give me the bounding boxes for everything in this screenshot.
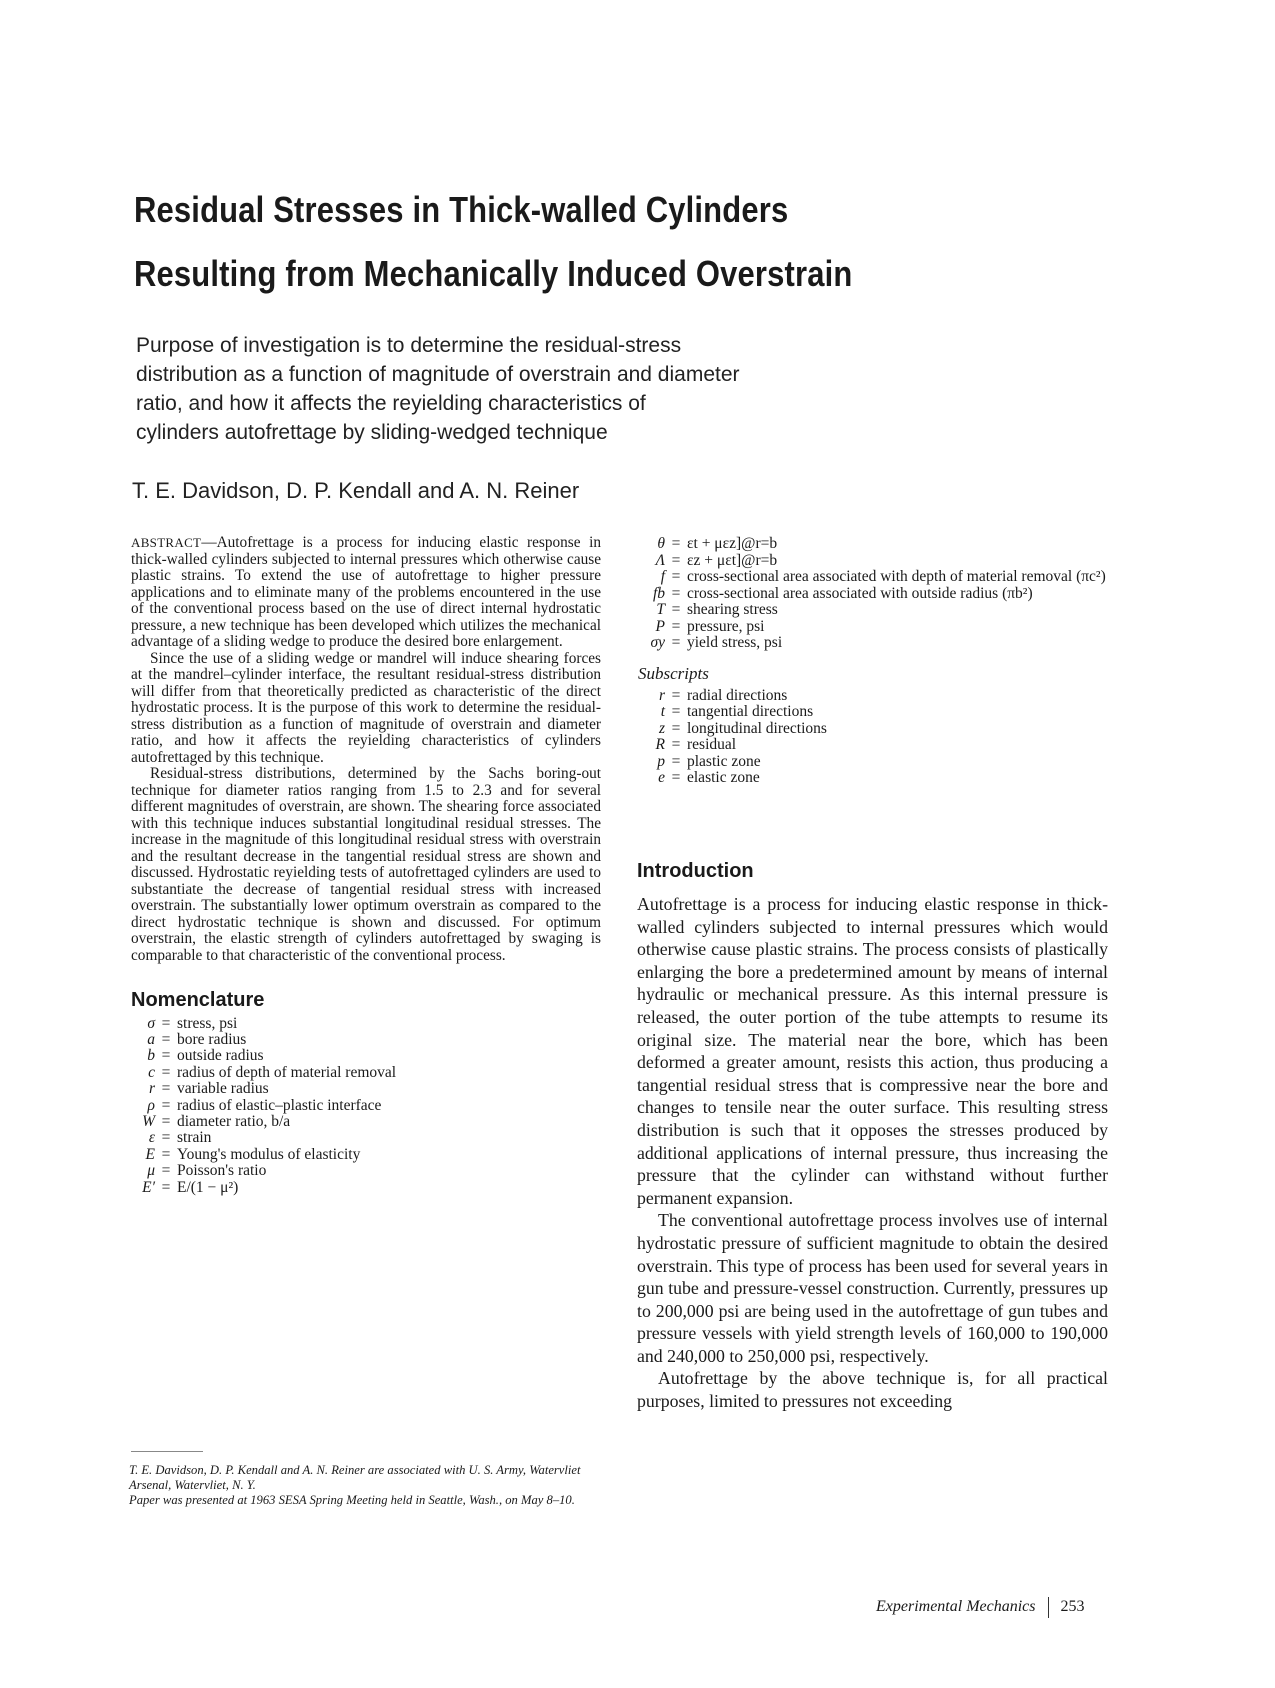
nomenclature-symbol: fb	[652, 584, 665, 602]
equals-sign: =	[671, 584, 681, 602]
equals-sign: =	[671, 769, 681, 786]
nomenclature-definition: Young's modulus of elasticity	[177, 1145, 361, 1163]
nomenclature-item	[637, 602, 1117, 619]
nomenclature-item	[131, 1081, 601, 1097]
nomenclature-definition: tangential directions	[687, 703, 814, 720]
abstract-dash: —	[201, 534, 217, 551]
nomenclature-item	[131, 1065, 601, 1081]
nomenclature-symbol: σ	[147, 1014, 155, 1032]
equals-sign: =	[161, 1030, 171, 1048]
nomenclature-definition: Poisson's ratio	[177, 1162, 267, 1180]
nomenclature-item	[131, 1048, 601, 1064]
nomenclature-definition: elastic zone	[687, 769, 760, 786]
nomenclature-symbol: z	[658, 719, 665, 737]
nomenclature-item	[637, 569, 1117, 586]
equals-sign: =	[671, 535, 681, 552]
footnote-divider	[131, 1451, 203, 1452]
nomenclature-definition: yield stress, psi	[687, 634, 783, 651]
nomenclature-symbol: Λ	[655, 551, 665, 569]
nomenclature-definition: residual	[687, 736, 737, 753]
subscripts-list	[637, 688, 1117, 787]
journal-name: Experimental Mechanics	[876, 1598, 1036, 1616]
abstract-paragraph-3: Residual-stress distributions, determined by the Sachs boring-out technique for diameter ratios ranging from 1.5 to 2.3 and for several different magnitudes of overstrain, are shown. The shearing force associated with this technique induces substantial longitudinal residual stresses. The increase in the magnitude of this longitudinal residual stress with overstrain and the resultant decrease in the tangential residual stress are shown and discussed. Hydrostatic reyielding tests of autofrettaged cylinders are used to substantiate the decrease of tangential residual stress with increased overstrain. The substantially lower optimum overstrain as compared to the direct hydrostatic technique is shown and discussed. For optimum overstrain, the elastic strength of cylinders autofrettaged by swaging is comparable to that characteristic of the conventional process.	[131, 765, 601, 964]
nomenclature-definition: longitudinal directions	[687, 719, 827, 737]
equals-sign: =	[161, 1129, 171, 1147]
nomenclature-item	[131, 1016, 601, 1032]
equals-sign: =	[671, 703, 681, 720]
nomenclature-definition: cross-sectional area associated with outside radius (πb²)	[687, 584, 1033, 602]
nomenclature-item	[637, 586, 1117, 603]
equals-sign: =	[161, 1145, 171, 1163]
equals-sign: =	[671, 617, 681, 635]
equals-sign: =	[161, 1096, 171, 1114]
nomenclature-item	[637, 754, 1117, 771]
article-title	[134, 178, 994, 306]
equals-sign: =	[671, 686, 681, 704]
nomenclature-item	[637, 737, 1117, 754]
nomenclature-item	[131, 1130, 601, 1146]
footer-divider	[1048, 1597, 1049, 1618]
equals-sign: =	[161, 1178, 171, 1196]
subscripts-heading: Subscripts	[638, 663, 709, 683]
nomenclature-definition: E/(1 − μ²)	[177, 1178, 239, 1196]
abstract-text-1: Autofrettage is a process for inducing elastic response in thick-walled cylinders subjected to internal pressures which otherwise cause plastic strains. To extend the use of autofrettage to higher pressure applications and to eliminate many of the problems encountered in the use of the conventional process based on the use of direct internal hydrostatic pressure, a new technique has been developed which utilizes the mechanical advantage of a sliding wedge to produce the desired bore enlargement.	[131, 534, 601, 650]
author-line: T. E. Davidson, D. P. Kendall and A. N. Reiner	[132, 478, 580, 503]
equals-sign: =	[161, 1014, 171, 1032]
deck-line-3: ratio, and how it affects the reyielding characteristics of	[136, 392, 646, 415]
abstract-paragraph-2: Since the use of a sliding wedge or mandrel will induce shearing forces at the mandrel–cylinder interface, the resultant residual-stress distribution will differ from that theoretically predicted as characteristic of the direct hydrostatic process. It is the purpose of this work to determine the residual-stress distribution as a function of magnitude of overstrain and diameter ratio, and how it affects the reyielding characteristics of cylinders autofrettaged by this technique.	[131, 649, 601, 766]
left-column	[131, 535, 601, 1196]
nomenclature-heading: Nomenclature	[131, 989, 265, 1011]
nomenclature-definition: εz + μεt]@r=b	[687, 551, 778, 569]
nomenclature-item	[131, 1032, 601, 1048]
nomenclature-symbol: e	[658, 769, 665, 786]
nomenclature-item	[637, 536, 1117, 553]
equals-sign: =	[161, 1063, 171, 1081]
nomenclature-symbol: E′	[142, 1178, 155, 1196]
nomenclature-definition: cross-sectional area associated with depth of material removal (πc²)	[687, 568, 1106, 585]
nomenclature-item	[637, 553, 1117, 570]
nomenclature-symbol: P	[655, 617, 665, 635]
footnote-affiliation: T. E. Davidson, D. P. Kendall and A. N. Reiner are associated with U. S. Army, Watervliet Arsenal, Watervliet, N. Y.	[129, 1463, 581, 1492]
abstract-paragraph-1	[131, 535, 601, 651]
nomenclature-symbol: r	[148, 1080, 155, 1098]
equals-sign: =	[671, 601, 681, 618]
nomenclature-symbol: θ	[657, 535, 665, 552]
deck-line-1: Purpose of investigation is to determine the residual-stress	[136, 334, 682, 357]
nomenclature-definition: stress, psi	[177, 1014, 238, 1032]
nomenclature-definition: radius of depth of material removal	[177, 1063, 397, 1081]
nomenclature-item	[131, 1114, 601, 1130]
nomenclature-item	[637, 619, 1117, 636]
title-line-2: Resulting from Mechanically Induced Overstrain	[134, 253, 853, 294]
nomenclature-symbol: t	[660, 703, 665, 720]
nomenclature-item	[637, 635, 1117, 652]
nomenclature-item	[131, 1147, 601, 1163]
nomenclature-symbol: c	[148, 1063, 155, 1081]
nomenclature-list-continued	[637, 536, 1117, 652]
introduction-paragraph-1: Autofrettage is a process for inducing elastic response in thick-walled cylinders subjected to internal pressures which would otherwise cause plastic strains. The process consists of plastically enlarging the bore a predetermined amount by means of internal hydraulic or mechanical pressure. As this internal pressure is released, the outer portion of the tube attempts to resume its original size. The material near the bore, which has been deformed a greater amount, resists this action, thus producing a tangential residual stress that is compressive near the bore and changes to tensile near the outer surface. This resulting stress distribution is such that it opposes the stresses produced by additional applications of internal pressure, thus increasing the pressure that the cylinder can withstand without further permanent expansion.	[637, 894, 1108, 1208]
nomenclature-symbol: p	[657, 752, 665, 770]
nomenclature-symbol: r	[658, 686, 665, 704]
nomenclature-definition: strain	[177, 1129, 212, 1147]
equals-sign: =	[161, 1080, 171, 1098]
introduction-paragraph-3: Autofrettage by the above technique is, for all practical purposes, limited to pressures not exceeding	[637, 1368, 1108, 1412]
nomenclature-definition: plastic zone	[687, 752, 761, 770]
nomenclature-list	[131, 1016, 601, 1196]
footnote-presentation: Paper was presented at 1963 SESA Spring Meeting held in Seattle, Wash., on May 8–10.	[129, 1493, 575, 1507]
nomenclature-item	[131, 1163, 601, 1179]
footnote	[129, 1463, 609, 1508]
nomenclature-definition: εt + μεz]@r=b	[687, 535, 778, 552]
introduction-paragraph-2: The conventional autofrettage process involves use of internal hydrostatic pressure of sufficient magnitude to obtain the desired overstrain. This type of process has been used for several years in gun tube and pressure-vessel construction. Currently, pressures up to 200,000 psi are being used in the autofrettage of gun tubes and pressure vessels with yield strength levels of 160,000 to 190,000 and 240,000 to 250,000 psi, respectively.	[637, 1210, 1108, 1366]
abstract-label: ABSTRACT	[131, 535, 202, 550]
nomenclature-symbol: σy	[650, 634, 665, 651]
deck-line-4: cylinders autofrettage by sliding-wedged technique	[136, 421, 608, 444]
nomenclature-item	[637, 770, 1117, 787]
nomenclature-item	[131, 1180, 601, 1196]
nomenclature-definition: variable radius	[177, 1080, 269, 1098]
nomenclature-symbol: ρ	[147, 1096, 155, 1114]
article-deck	[136, 331, 856, 447]
equals-sign: =	[671, 719, 681, 737]
nomenclature-symbol: T	[656, 601, 665, 618]
nomenclature-symbol: f	[660, 568, 665, 585]
nomenclature-symbol: ε	[148, 1129, 155, 1147]
deck-line-2: distribution as a function of magnitude of overstrain and diameter	[136, 363, 740, 386]
nomenclature-item	[131, 1098, 601, 1114]
nomenclature-definition: shearing stress	[687, 601, 778, 618]
equals-sign: =	[161, 1112, 171, 1130]
nomenclature-item	[637, 704, 1117, 721]
nomenclature-symbol: W	[142, 1112, 155, 1130]
nomenclature-item	[637, 688, 1117, 705]
nomenclature-definition: radius of elastic–plastic interface	[177, 1096, 382, 1114]
equals-sign: =	[161, 1047, 171, 1065]
equals-sign: =	[161, 1162, 171, 1180]
nomenclature-symbol: μ	[147, 1162, 155, 1180]
nomenclature-symbol: E	[145, 1145, 155, 1163]
equals-sign: =	[671, 568, 681, 585]
nomenclature-definition: diameter ratio, b/a	[177, 1112, 291, 1130]
nomenclature-symbol: b	[147, 1047, 155, 1065]
nomenclature-symbol: R	[655, 736, 665, 753]
nomenclature-definition: outside radius	[177, 1047, 264, 1065]
right-nomenclature	[637, 536, 1117, 787]
nomenclature-definition: pressure, psi	[687, 617, 765, 635]
nomenclature-symbol: a	[147, 1030, 155, 1048]
page-footer	[876, 1597, 1085, 1618]
equals-sign: =	[671, 752, 681, 770]
nomenclature-definition: bore radius	[177, 1030, 247, 1048]
equals-sign: =	[671, 551, 681, 569]
equals-sign: =	[671, 736, 681, 753]
title-line-1: Residual Stresses in Thick-walled Cylinders	[134, 189, 789, 230]
nomenclature-item	[637, 721, 1117, 738]
nomenclature-definition: radial directions	[687, 686, 788, 704]
page-number: 253	[1060, 1598, 1085, 1616]
introduction-heading: Introduction	[637, 860, 754, 882]
introduction-body	[637, 893, 1108, 1413]
equals-sign: =	[671, 634, 681, 651]
